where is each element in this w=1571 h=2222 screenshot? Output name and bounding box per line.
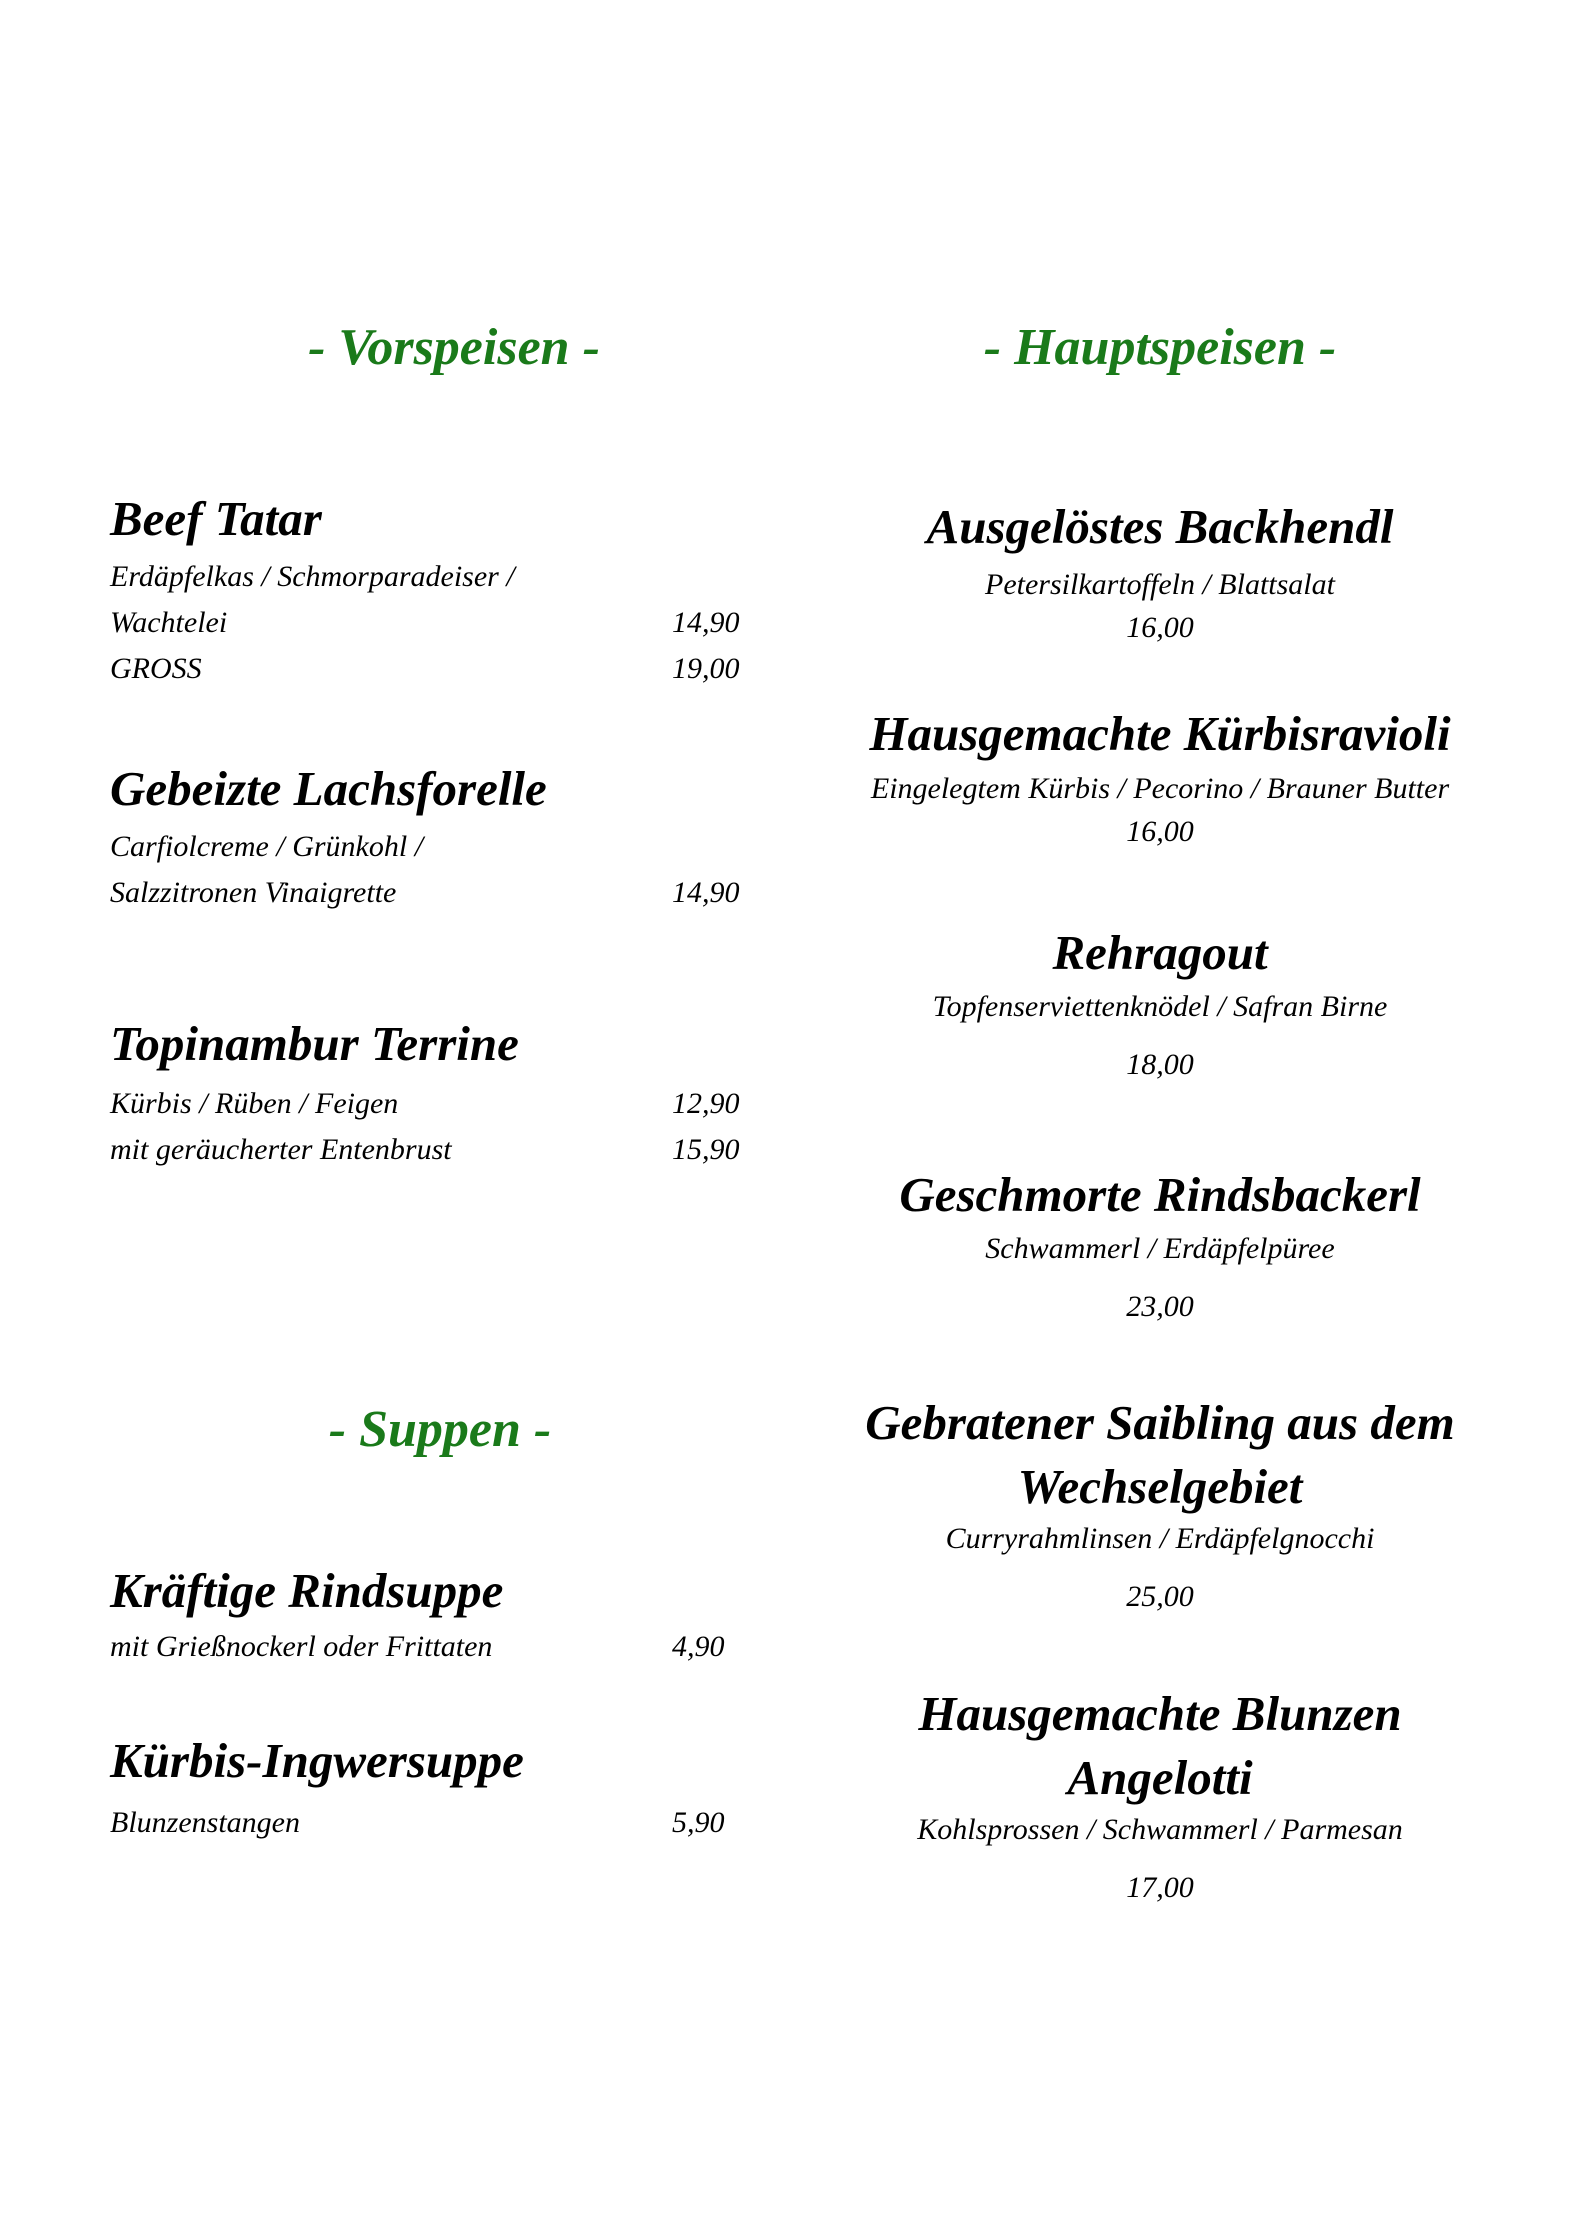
dish-price: 14,90 <box>672 876 740 909</box>
dish-line: Carfiolcreme / Grünkohl / <box>110 830 424 863</box>
dish-price: 17,00 <box>1126 1871 1194 1904</box>
section-heading-vorspeisen: - Vorspeisen - <box>308 319 600 376</box>
dish-name-hausgemachte-blunzen-line1: Hausgemachte Blunzen <box>918 1686 1402 1741</box>
dish-price: 14,90 <box>672 606 740 639</box>
dish-name-rehragout: Rehragout <box>1052 925 1268 980</box>
section-heading-hauptspeisen: - Hauptspeisen - <box>983 319 1337 376</box>
dish-description: Topfenserviettenknödel / Safran Birne <box>932 990 1388 1023</box>
dish-line: Wachtelei <box>110 606 228 639</box>
dish-name-geschmorte-rindsbackerl: Geschmorte Rindsbackerl <box>899 1167 1421 1222</box>
dish-description: Schwammerl / Erdäpfelpüree <box>985 1232 1335 1265</box>
dish-line: Erdäpfelkas / Schmorparadeiser / <box>110 560 515 593</box>
dish-line: GROSS <box>110 652 202 685</box>
section-heading-suppen: - Suppen - <box>328 1401 552 1458</box>
dish-name-kuerbis-ingwersuppe: Kürbis-Ingwersuppe <box>110 1733 524 1788</box>
dish-price: 23,00 <box>1126 1290 1194 1323</box>
dish-name-kraeftige-rindsuppe: Kräftige Rindsuppe <box>110 1563 504 1618</box>
dish-name-hausgemachte-kuerbisravioli: Hausgemachte Kürbisravioli <box>869 706 1451 761</box>
dish-price: 25,00 <box>1126 1580 1194 1613</box>
dish-name-topinambur-terrine: Topinambur Terrine <box>110 1016 519 1071</box>
dish-name-gebratener-saibling-line2: Wechselgebiet <box>1017 1459 1303 1514</box>
dish-line: mit geräucherter Entenbrust <box>110 1133 452 1166</box>
dish-description: Curryrahmlinsen / Erdäpfelgnocchi <box>945 1522 1375 1555</box>
dish-line: Salzzitronen Vinaigrette <box>110 876 397 909</box>
dish-price: 5,90 <box>672 1806 725 1839</box>
dish-name-beef-tatar: Beef Tatar <box>110 491 322 546</box>
dish-line: Kürbis / Rüben / Feigen <box>110 1087 399 1120</box>
dish-price: 15,90 <box>672 1133 740 1166</box>
dish-description: Eingelegtem Kürbis / Pecorino / Brauner Butter <box>870 772 1450 805</box>
dish-name-hausgemachte-blunzen-line2: Angelotti <box>1067 1750 1253 1805</box>
dish-line: Blunzenstangen <box>110 1806 300 1839</box>
dish-price: 16,00 <box>1126 611 1194 644</box>
dish-price: 19,00 <box>672 652 740 685</box>
dish-description: Kohlsprossen / Schwammerl / Parmesan <box>917 1813 1403 1846</box>
dish-line: mit Grießnockerl oder Frittaten <box>110 1630 493 1663</box>
dish-name-ausgeloestes-backhendl: Ausgelöstes Backhendl <box>926 499 1394 554</box>
dish-price: 16,00 <box>1126 815 1194 848</box>
dish-price: 4,90 <box>672 1630 725 1663</box>
dish-price: 12,90 <box>672 1087 740 1120</box>
dish-name-gebratener-saibling-line1: Gebratener Saibling aus dem <box>865 1395 1455 1450</box>
dish-description: Petersilkartoffeln / Blattsalat <box>985 568 1335 601</box>
dish-name-gebeizte-lachsforelle: Gebeizte Lachsforelle <box>110 761 547 816</box>
dish-price: 18,00 <box>1126 1048 1194 1081</box>
